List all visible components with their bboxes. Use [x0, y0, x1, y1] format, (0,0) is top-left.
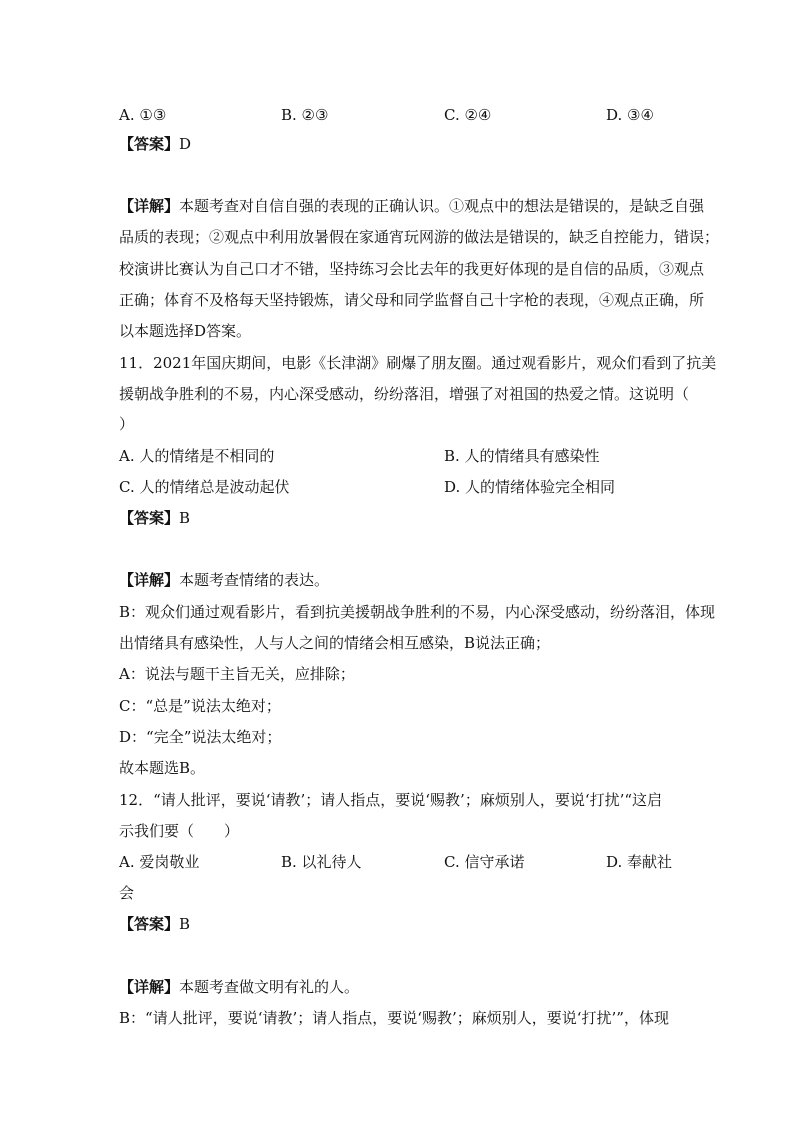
q10-explain-line-1 — [119, 196, 704, 216]
q11-explain-line-4: A：说法与题干主旨无关，应排除； — [119, 665, 355, 683]
q12-option-c: C. 信守承诺 — [444, 853, 525, 871]
explain-label: 【详解】 — [119, 197, 180, 215]
answer-value: B — [179, 509, 191, 527]
q11-explain-line-6: D：“完全”说法太绝对； — [119, 728, 282, 746]
q11-explain-line-3: 出情绪具有感染性，人与人之间的情绪会相互感染，B说法正确； — [119, 634, 551, 652]
q12-option-d: D. 奉献社 — [606, 853, 673, 871]
q11-option-a: A. 人的情绪是不相同的 — [119, 447, 275, 465]
q10-explain-line-5: 以本题选择D答案。 — [119, 322, 252, 340]
explain-text: 本题考查情绪的表达。 — [179, 571, 330, 589]
q11-explain-line-2: B：观众们通过观看影片，看到抗美援朝战争胜利的不易，内心深受感动，纷纷落泪，体现 — [119, 603, 716, 621]
answer-label: 【答案】 — [119, 135, 180, 153]
q11-stem-line-2: 援朝战争胜利的不易，内心深受感动，纷纷落泪，增强了对祖国的热爱之情。这说明（ — [119, 385, 690, 403]
q11-stem-line-1: 11．2021年国庆期间，电影《长津湖》刷爆了朋友圈。通过观看影片，观众们看到了抗美 — [119, 354, 717, 372]
q12-option-d-wrap: 会 — [119, 884, 135, 902]
q12-stem-line-1: 12．“请人批评，要说‘请教’；请人指点，要说‘赐教’；麻烦别人，要说‘打扰’“这启 — [119, 791, 663, 809]
q10-explain-line-4: 正确；体育不及格每天坚持锻炼，请父母和同学监督自己十字枪的表现，④观点正确，所 — [119, 291, 705, 309]
answer-value: B — [179, 915, 191, 933]
q10-answer — [119, 134, 191, 154]
answer-label: 【答案】 — [119, 915, 180, 933]
q11-option-c: C. 人的情绪总是波动起伏 — [119, 478, 290, 496]
q11-option-d: D. 人的情绪体验完全相同 — [444, 478, 616, 496]
explain-label: 【详解】 — [119, 571, 180, 589]
q10-explain-line-3: 校演讲比赛认为自己口才不错，坚持练习会比去年的我更好体现的是自信的品质，③观点 — [119, 260, 705, 278]
q12-option-b: B. 以礼待人 — [281, 853, 362, 871]
q12-option-a: A. 爱岗敬业 — [119, 853, 200, 871]
q12-explain-line-1 — [119, 977, 359, 997]
answer-value: D — [179, 135, 192, 153]
q11-answer — [119, 508, 190, 528]
answer-label: 【答案】 — [119, 509, 180, 527]
q10-option-d: D. ③④ — [606, 106, 654, 124]
explain-text: 本题考查对自信自强的表现的正确认识。①观点中的想法是错误的，是缺乏自强 — [179, 197, 705, 215]
q11-explain-line-5: C：“总是”说法太绝对； — [119, 697, 281, 715]
explain-label: 【详解】 — [119, 978, 180, 996]
q11-explain-line-7: 故本题选B。 — [119, 759, 206, 777]
q10-explain-line-2: 品质的表现；②观点中利用放暑假在家通宵玩网游的做法是错误的，缺乏自控能力，错误； — [119, 228, 720, 246]
explain-text: 本题考查做文明有礼的人。 — [179, 978, 360, 996]
q11-option-b: B. 人的情绪具有感染性 — [444, 447, 600, 465]
q10-option-b: B. ②③ — [281, 106, 329, 124]
q10-option-a: A. ①③ — [119, 106, 167, 124]
q12-explain-line-2: B：“请人批评，要说‘请教’；请人指点，要说‘赐教’；麻烦别人，要说‘打扰’”，体现 — [119, 1009, 669, 1027]
q11-explain-line-1 — [119, 570, 329, 590]
q11-stem-line-3: ） — [119, 415, 135, 433]
q10-option-c: C. ②④ — [444, 106, 492, 124]
q12-answer — [119, 914, 190, 934]
q12-stem-line-2: 示我们要（ ） — [119, 822, 240, 840]
